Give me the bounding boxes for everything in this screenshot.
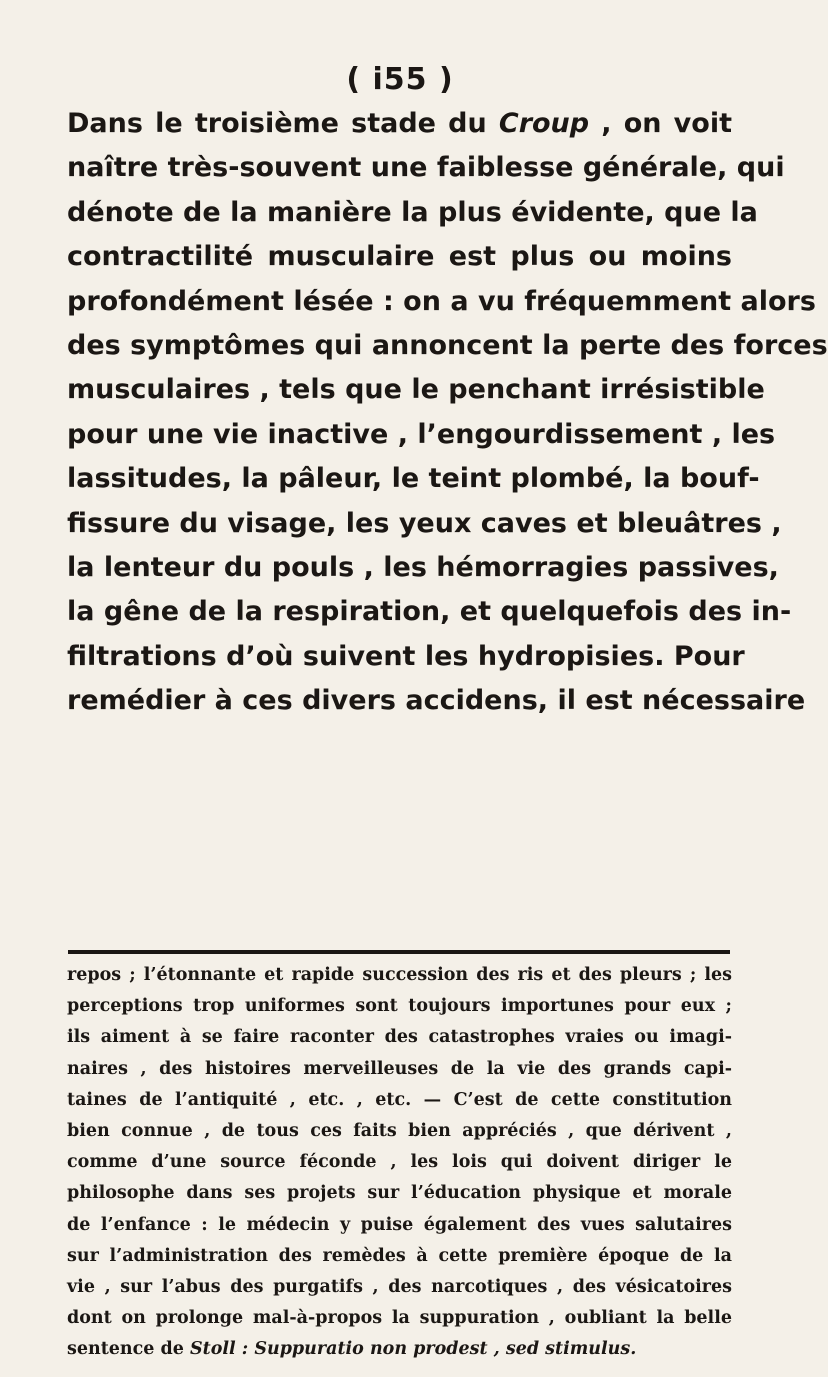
footnote-text-block bbox=[67, 960, 732, 1365]
main-text-block bbox=[67, 102, 828, 723]
footnote-line: de l’enfance : le médecin y puise également des vues salutaires bbox=[67, 1214, 732, 1235]
body-text-line: pour une vie inactive , l’engourdissement , les bbox=[67, 418, 776, 450]
footnote-line: vie , sur l’abus des purgatifs , des narcotiques , des vésicatoires bbox=[67, 1276, 732, 1297]
body-text-line: naître très-souvent une faiblesse générale, qui bbox=[67, 152, 785, 184]
footnote-line: sentence de Stoll : Suppuratio non prodest , sed stimulus. bbox=[67, 1339, 637, 1360]
footnote-line: ils aiment à se faire raconter des catastrophes vraies ou imagi- bbox=[67, 1027, 732, 1048]
footnote-line: dont on prolonge mal-à-propos la suppuration , oubliant la belle bbox=[67, 1308, 732, 1329]
body-text-line: profondément lésée : on a vu fréquemment alors bbox=[67, 285, 816, 317]
footnote-line: philosophe dans ses projets sur l’éducation physique et morale bbox=[67, 1183, 732, 1204]
footnote-line: naires , des histoires merveilleuses de la vie des grands capi- bbox=[67, 1058, 732, 1079]
body-text-line: filtrations d’où suivent les hydropisies. Pour bbox=[67, 640, 745, 672]
body-text-line: remédier à ces divers accidens, il est nécessaire bbox=[67, 685, 806, 717]
body-text-line: lassitudes, la pâleur, le teint plombé, la bouf- bbox=[67, 463, 760, 495]
footnote-line: comme d’une source féconde , les lois qui doivent diriger le bbox=[67, 1152, 732, 1173]
page-number: ( i55 ) bbox=[346, 62, 454, 97]
body-text-line: des symptômes qui annoncent la perte des forces bbox=[67, 329, 828, 361]
footnote-line: perceptions trop uniformes sont toujours importunes pour eux ; bbox=[67, 996, 732, 1017]
body-text-line: la gêne de la respiration, et quelquefois des in- bbox=[67, 596, 792, 628]
footnote-line: sur l’administration des remèdes à cette première époque de la bbox=[67, 1245, 732, 1266]
body-text-line: musculaires , tels que le penchant irrésistible bbox=[67, 374, 765, 406]
body-text-line: Dans le troisième stade du Croup , on voit bbox=[67, 108, 732, 139]
footnote-line: bien connue , de tous ces faits bien appréciés , que dérivent , bbox=[67, 1120, 732, 1141]
body-text-line: la lenteur du pouls , les hémorragies passives, bbox=[67, 551, 779, 583]
body-text-line: dénote de la manière la plus évidente, que la bbox=[67, 196, 758, 228]
body-text-line: contractilité musculaire est plus ou moins bbox=[67, 241, 732, 273]
footnote-line: taines de l’antiquité , etc. , etc. — C’est de cette constitution bbox=[67, 1089, 732, 1110]
body-text-line: fissure du visage, les yeux caves et bleuâtres , bbox=[67, 507, 782, 539]
footnote-line: repos ; l’étonnante et rapide succession des ris et des pleurs ; les bbox=[67, 965, 732, 985]
footnote-divider bbox=[68, 950, 730, 954]
